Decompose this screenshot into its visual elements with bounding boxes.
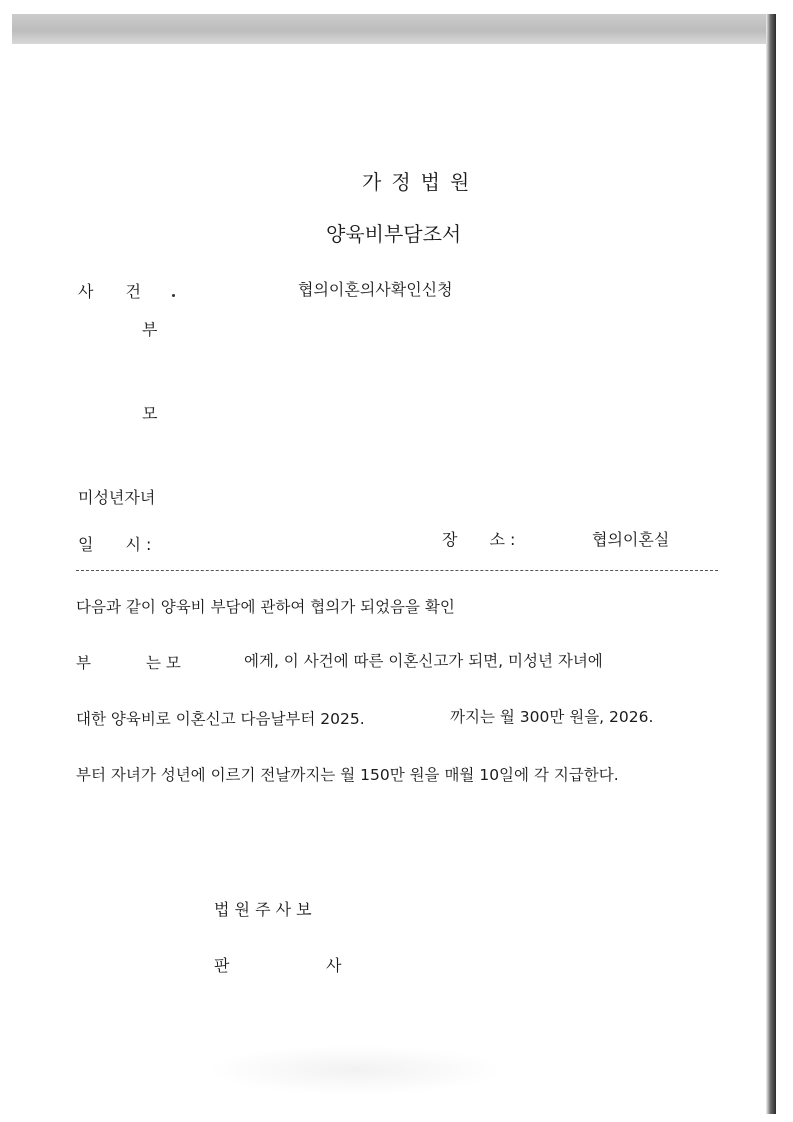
document-title: 양육비부담조서 (326, 222, 462, 246)
case-value: 협의이혼의사확인신청 (298, 280, 453, 299)
case-label: 사 건 (78, 282, 141, 301)
judge-signature-label-a: 판 (214, 956, 230, 975)
agreement-line-1: 다음과 같이 양육비 부담에 관하여 협의가 되었음을 확인 (76, 598, 455, 616)
agreement-line-2-text: 에게, 이 사건에 따른 이혼신고가 되면, 미성년 자녀에 (244, 652, 603, 670)
minor-children-label: 미성년자녀 (78, 488, 156, 507)
datetime-label: 일 시 : (78, 535, 152, 554)
agreement-line-3-start: 대한 양육비로 이혼신고 다음날부터 2025. (76, 710, 365, 728)
agreement-line-2-father: 부 (76, 654, 91, 672)
agreement-line-4: 부터 자녀가 성년에 이르기 전날까지는 월 150만 원을 매월 10일에 각 지급한다. (76, 766, 619, 784)
agreement-line-2-mother: 는 모 (146, 654, 181, 672)
clerk-signature-label: 법 원 주 사 보 (214, 900, 312, 919)
ink-mark (172, 294, 175, 297)
scan-shadow-top (12, 14, 776, 44)
agreement-line-3-end: 까지는 월 300만 원을, 2026. (450, 708, 654, 726)
court-name: 가정법원 (362, 170, 480, 194)
place-value: 협의이혼실 (592, 530, 670, 549)
scan-shadow-right (766, 14, 776, 1114)
father-label: 부 (142, 320, 158, 339)
mother-label: 모 (142, 404, 158, 423)
judge-signature-label-b: 사 (326, 956, 342, 975)
separator-line (76, 570, 718, 571)
faded-seal-smudge (205, 1045, 505, 1095)
place-label: 장 소 : (442, 530, 516, 549)
